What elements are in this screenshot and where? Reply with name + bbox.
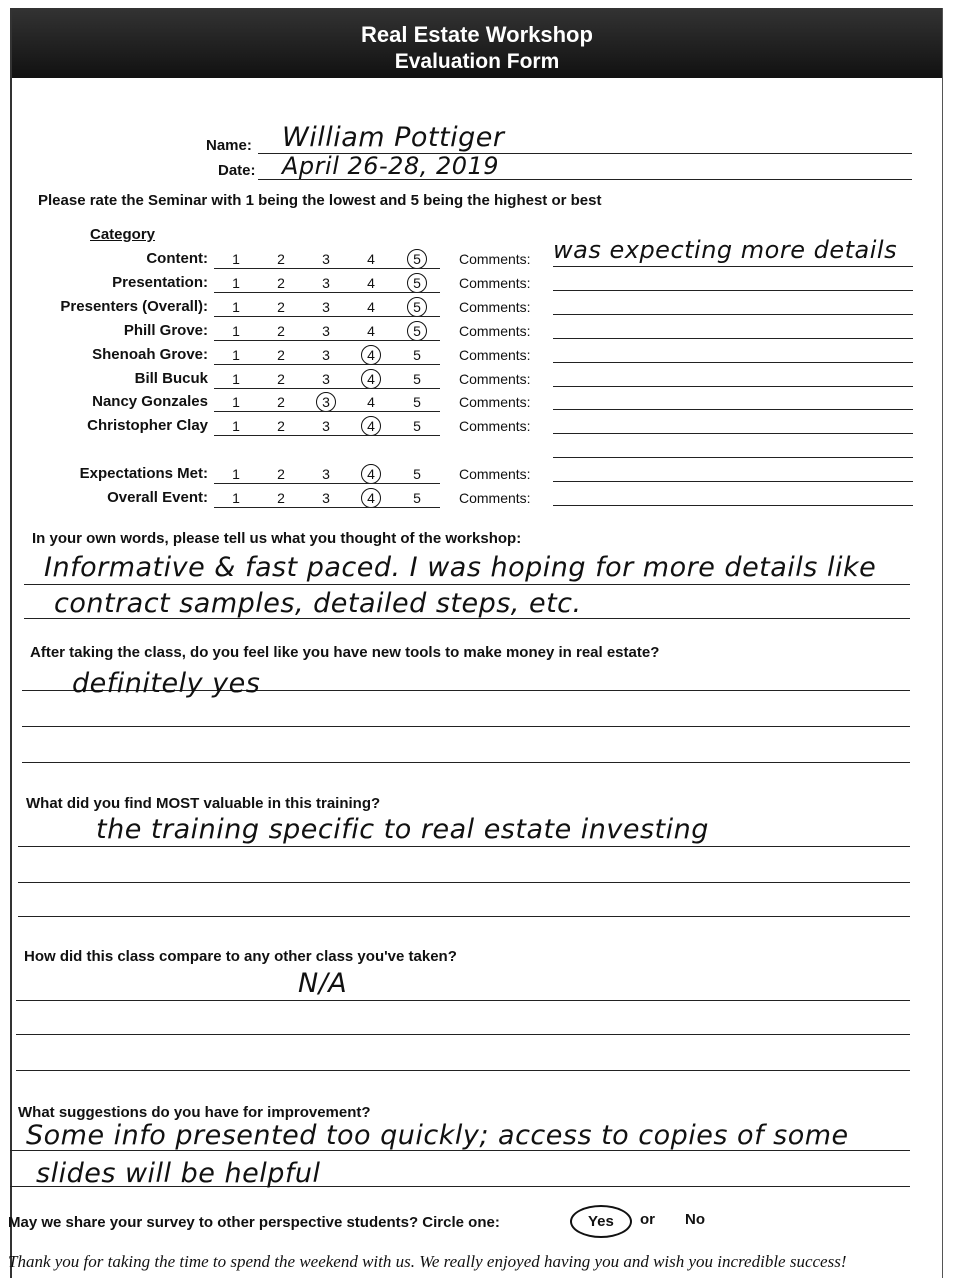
answer-line	[22, 762, 910, 763]
rating-option-3[interactable]: 3	[322, 490, 330, 506]
answer-line	[16, 1070, 910, 1071]
rating-option-2[interactable]: 2	[277, 323, 285, 339]
comment-line	[553, 314, 913, 315]
form-header	[12, 8, 942, 78]
comments-label: Comments:	[459, 490, 531, 506]
page-right-border	[942, 8, 943, 1278]
rating-option-1[interactable]: 1	[232, 251, 240, 267]
rating-option-4[interactable]: 4	[361, 416, 381, 436]
rating-option-2[interactable]: 2	[277, 299, 285, 315]
comments-label: Comments:	[459, 466, 531, 482]
comments-label: Comments:	[459, 299, 531, 315]
rating-option-4[interactable]: 4	[367, 275, 375, 291]
rating-option-5[interactable]: 5	[407, 249, 427, 269]
rating-option-3[interactable]: 3	[322, 371, 330, 387]
comment-line	[553, 505, 913, 506]
rating-line	[214, 364, 440, 365]
comment-value: was expecting more details	[553, 236, 898, 264]
rating-option-4[interactable]: 4	[367, 251, 375, 267]
rating-option-1[interactable]: 1	[232, 394, 240, 410]
category-heading: Category	[90, 226, 156, 243]
comments-label: Comments:	[459, 418, 531, 434]
question-5: What suggestions do you have for improvement?	[18, 1104, 371, 1121]
rating-label: Overall Event:	[107, 489, 208, 506]
comment-line	[553, 266, 913, 267]
answer-4-line-1: N/A	[298, 968, 348, 999]
rating-label: Presenters (Overall):	[60, 298, 208, 315]
rating-option-1[interactable]: 1	[232, 347, 240, 363]
comments-label: Comments:	[459, 251, 531, 267]
rating-option-2[interactable]: 2	[277, 490, 285, 506]
date-line	[258, 179, 912, 180]
rating-line	[214, 411, 440, 412]
rating-option-4[interactable]: 4	[361, 464, 381, 484]
answer-2-line-1: definitely yes	[72, 668, 261, 699]
rating-label: Phill Grove:	[123, 322, 208, 339]
rating-option-3[interactable]: 3	[322, 347, 330, 363]
comment-line	[553, 481, 913, 482]
rating-line	[214, 268, 440, 269]
comments-label: Comments:	[459, 323, 531, 339]
rating-label: Christopher Clay	[87, 417, 208, 434]
question-2: After taking the class, do you feel like you have new tools to make money in real estate?	[30, 644, 660, 661]
rating-option-5[interactable]: 5	[413, 371, 421, 387]
form-title: Real Estate Workshop	[361, 22, 593, 47]
rating-label: Bill Bucuk	[134, 370, 208, 387]
rating-option-3[interactable]: 3	[322, 251, 330, 267]
answer-line	[16, 1034, 910, 1035]
rating-option-3[interactable]: 3	[322, 323, 330, 339]
answer-line	[18, 916, 910, 917]
rating-option-5[interactable]: 5	[413, 347, 421, 363]
share-no-option[interactable]: No	[685, 1211, 705, 1228]
rating-option-3[interactable]: 3	[322, 418, 330, 434]
name-value: William Pottiger	[282, 122, 505, 153]
answer-1-line-2: contract samples, detailed steps, etc.	[54, 588, 582, 619]
rating-option-1[interactable]: 1	[232, 466, 240, 482]
rating-option-1[interactable]: 1	[232, 299, 240, 315]
comment-line	[553, 433, 913, 434]
question-4: How did this class compare to any other class you've taken?	[24, 948, 457, 965]
rating-option-1[interactable]: 1	[232, 371, 240, 387]
comment-line	[553, 409, 913, 410]
rating-option-1[interactable]: 1	[232, 490, 240, 506]
rating-option-5[interactable]: 5	[413, 490, 421, 506]
answer-line	[16, 1000, 910, 1001]
rating-option-4[interactable]: 4	[367, 323, 375, 339]
answer-1-line-1: Informative & fast paced. I was hoping for more details like	[44, 552, 877, 583]
answer-3-line-1: the training specific to real estate investing	[96, 814, 709, 845]
name-label: Name:	[206, 137, 252, 154]
comment-line	[553, 362, 913, 363]
rating-option-1[interactable]: 1	[232, 275, 240, 291]
rating-label: Expectations Met:	[79, 465, 208, 482]
share-question: May we share your survey to other perspective students? Circle one:	[8, 1214, 500, 1231]
answer-5-line-2: slides will be helpful	[36, 1158, 321, 1189]
rating-option-4[interactable]: 4	[367, 394, 375, 410]
answer-5-line-1: Some info presented too quickly; access to copies of some	[26, 1120, 849, 1151]
rating-label: Content:	[146, 250, 208, 267]
share-or: or	[640, 1211, 655, 1228]
comment-line	[553, 338, 913, 339]
rating-option-3[interactable]: 3	[322, 466, 330, 482]
rating-option-5[interactable]: 5	[407, 273, 427, 293]
comments-label: Comments:	[459, 275, 531, 291]
rating-line	[214, 340, 440, 341]
rating-option-2[interactable]: 2	[277, 394, 285, 410]
question-3: What did you find MOST valuable in this training?	[26, 795, 381, 812]
rating-label: Presentation:	[112, 274, 208, 291]
comment-line	[553, 386, 913, 387]
date-label: Date:	[218, 162, 256, 179]
rating-line	[214, 292, 440, 293]
rating-line	[214, 435, 440, 436]
footer-thanks: Thank you for taking the time to spend the weekend with us. We really enjoyed having you and wish you incredible success!	[8, 1252, 847, 1271]
comments-label: Comments:	[459, 371, 531, 387]
share-yes-option[interactable]: Yes	[570, 1205, 632, 1238]
rating-option-1[interactable]: 1	[232, 418, 240, 434]
page-left-border	[10, 8, 12, 1278]
rating-option-3[interactable]: 3	[316, 392, 336, 412]
answer-line	[18, 846, 910, 847]
rating-option-3[interactable]: 3	[322, 275, 330, 291]
rating-option-4[interactable]: 4	[361, 369, 381, 389]
answer-line	[24, 584, 910, 585]
rating-option-5[interactable]: 5	[407, 321, 427, 341]
rating-option-2[interactable]: 2	[277, 371, 285, 387]
rating-line	[214, 316, 440, 317]
rating-option-2[interactable]: 2	[277, 466, 285, 482]
rating-label: Nancy Gonzales	[92, 393, 208, 410]
comments-label: Comments:	[459, 394, 531, 410]
rating-line	[214, 507, 440, 508]
rating-option-2[interactable]: 2	[277, 418, 285, 434]
rating-label: Shenoah Grove:	[92, 346, 208, 363]
rating-option-4[interactable]: 4	[367, 299, 375, 315]
rating-option-1[interactable]: 1	[232, 323, 240, 339]
form-subtitle: Evaluation Form	[394, 50, 560, 73]
comments-label: Comments:	[459, 347, 531, 363]
rating-option-5[interactable]: 5	[413, 418, 421, 434]
comment-line-extra	[553, 457, 913, 458]
rating-option-4[interactable]: 4	[361, 488, 381, 508]
rating-line	[214, 483, 440, 484]
rating-line	[214, 388, 440, 389]
rating-option-5[interactable]: 5	[407, 297, 427, 317]
rating-instruction: Please rate the Seminar with 1 being the lowest and 5 being the highest or best	[38, 192, 602, 209]
answer-line	[18, 882, 910, 883]
rating-option-5[interactable]: 5	[413, 394, 421, 410]
rating-option-2[interactable]: 2	[277, 251, 285, 267]
question-1: In your own words, please tell us what you thought of the workshop:	[32, 530, 522, 547]
comment-line	[553, 290, 913, 291]
rating-option-4[interactable]: 4	[361, 345, 381, 365]
rating-option-2[interactable]: 2	[277, 275, 285, 291]
answer-line	[22, 726, 910, 727]
rating-option-5[interactable]: 5	[413, 466, 421, 482]
rating-option-2[interactable]: 2	[277, 347, 285, 363]
rating-option-3[interactable]: 3	[322, 299, 330, 315]
date-value: April 26-28, 2019	[282, 152, 500, 180]
